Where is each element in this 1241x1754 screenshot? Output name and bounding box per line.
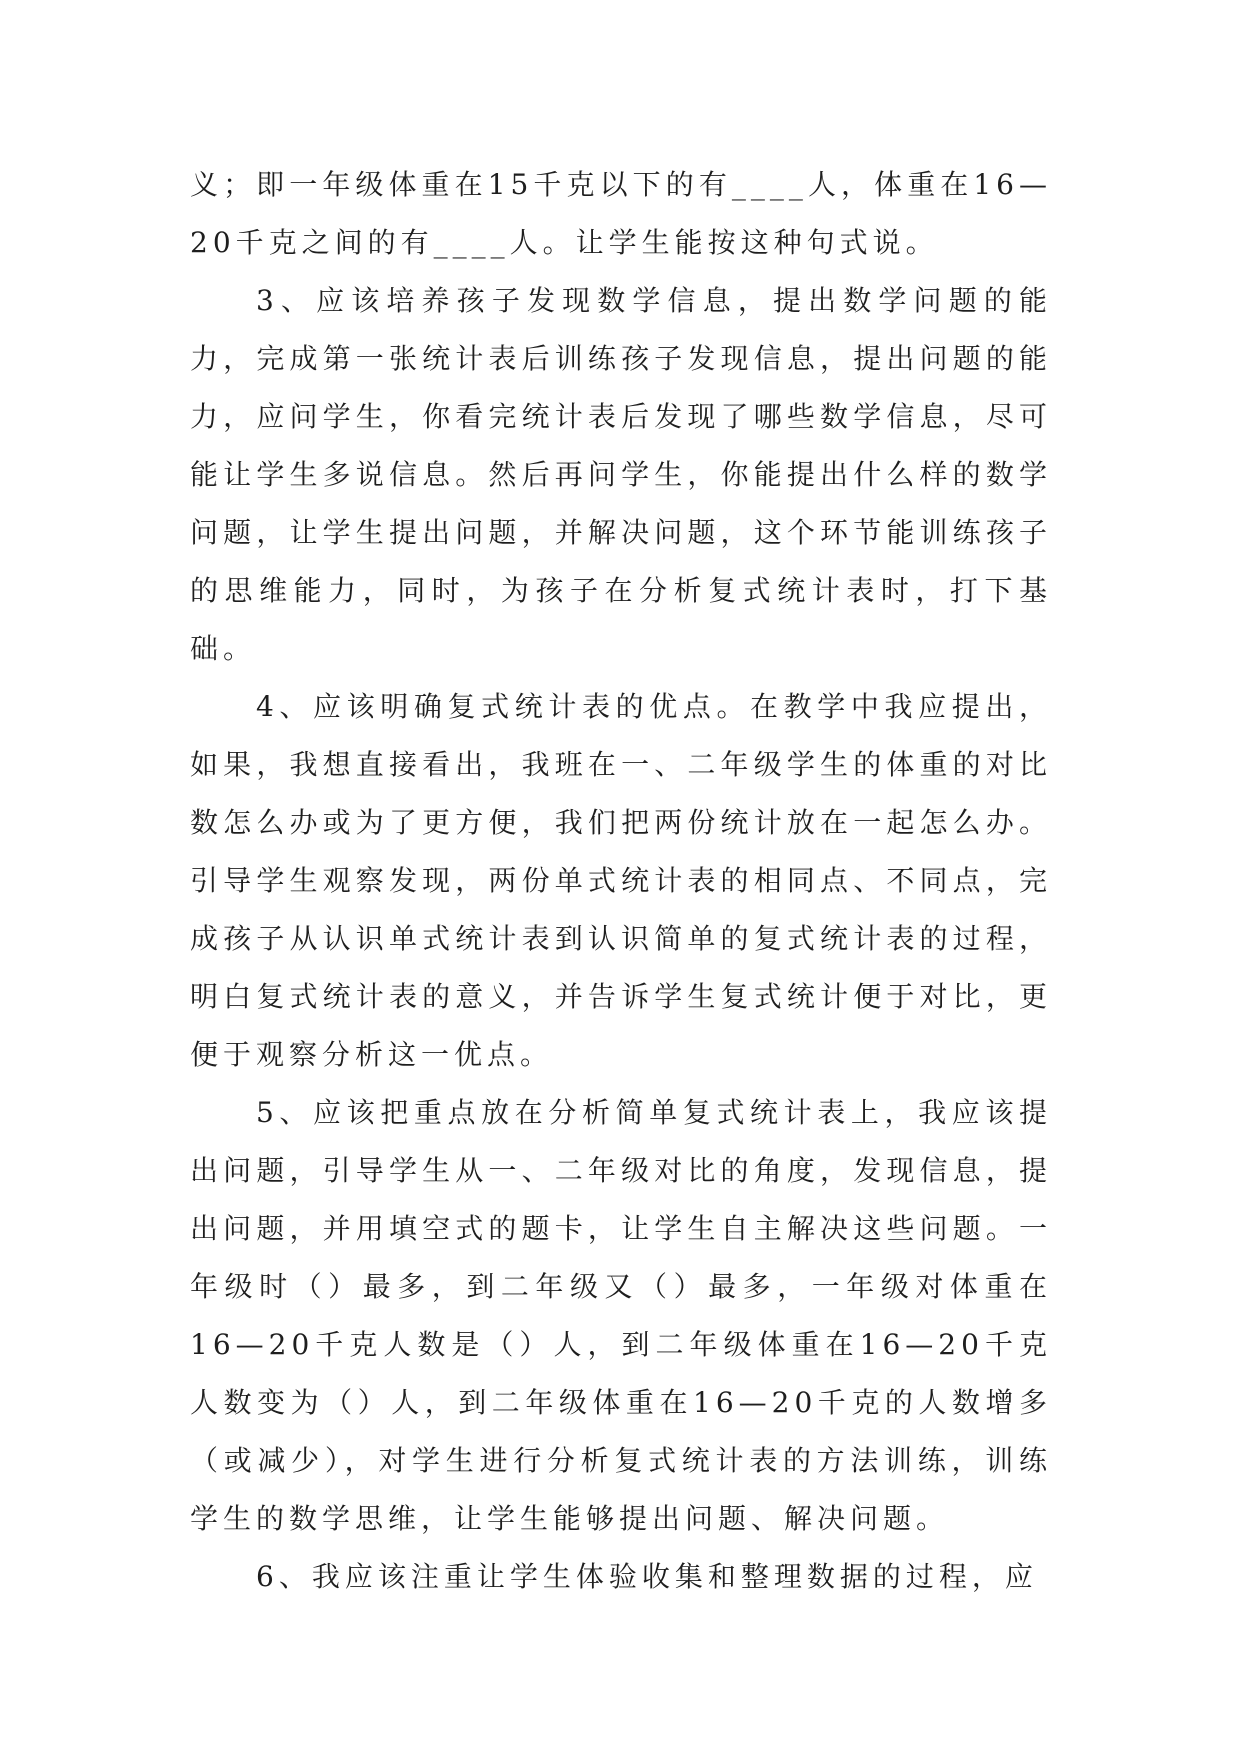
document-body <box>190 156 1052 1606</box>
paragraph-point-6: 6、我应该注重让学生体验收集和整理数据的过程，应 <box>256 1560 1038 1593</box>
paragraph-continuation: 义；即一年级体重在15千克以下的有____人，体重在16—20千克之间的有____人。让学生能按这种句式说。 <box>190 168 1052 259</box>
paragraph-point-5: 5、应该把重点放在分析简单复式统计表上，我应该提出问题，引导学生从一、二年级对比的角度，发现信息，提出问题，并用填空式的题卡，让学生自主解决这些问题。一年级时（）最多，到二年级又（）最多，一年级对体重在16—20千克人数是（）人，到二年级体重在16—20千克人数变为（）人，到二年级体重在16—20千克的人数增多（或减少），对学生进行分析复式统计表的方法训练，训练学生的数学思维，让学生能够提出问题、解决问题。 <box>190 1096 1052 1535</box>
paragraph-point-4: 4、应该明确复式统计表的优点。在教学中我应提出，如果，我想直接看出，我班在一、二年级学生的体重的对比数怎么办或为了更方便，我们把两份统计放在一起怎么办。引导学生观察发现，两份单式统计表的相同点、不同点，完成孩子从认识单式统计表到认识简单的复式统计表的过程，明白复式统计表的意义，并告诉学生复式统计便于对比，更便于观察分析这一优点。 <box>190 690 1052 1071</box>
paragraph-point-3: 3、应该培养孩子发现数学信息，提出数学问题的能力，完成第一张统计表后训练孩子发现信息，提出问题的能力，应问学生，你看完统计表后发现了哪些数学信息，尽可能让学生多说信息。然后再问学生，你能提出什么样的数学问题，让学生提出问题，并解决问题，这个环节能训练孩子的思维能力，同时，为孩子在分析复式统计表时，打下基础。 <box>190 284 1052 665</box>
